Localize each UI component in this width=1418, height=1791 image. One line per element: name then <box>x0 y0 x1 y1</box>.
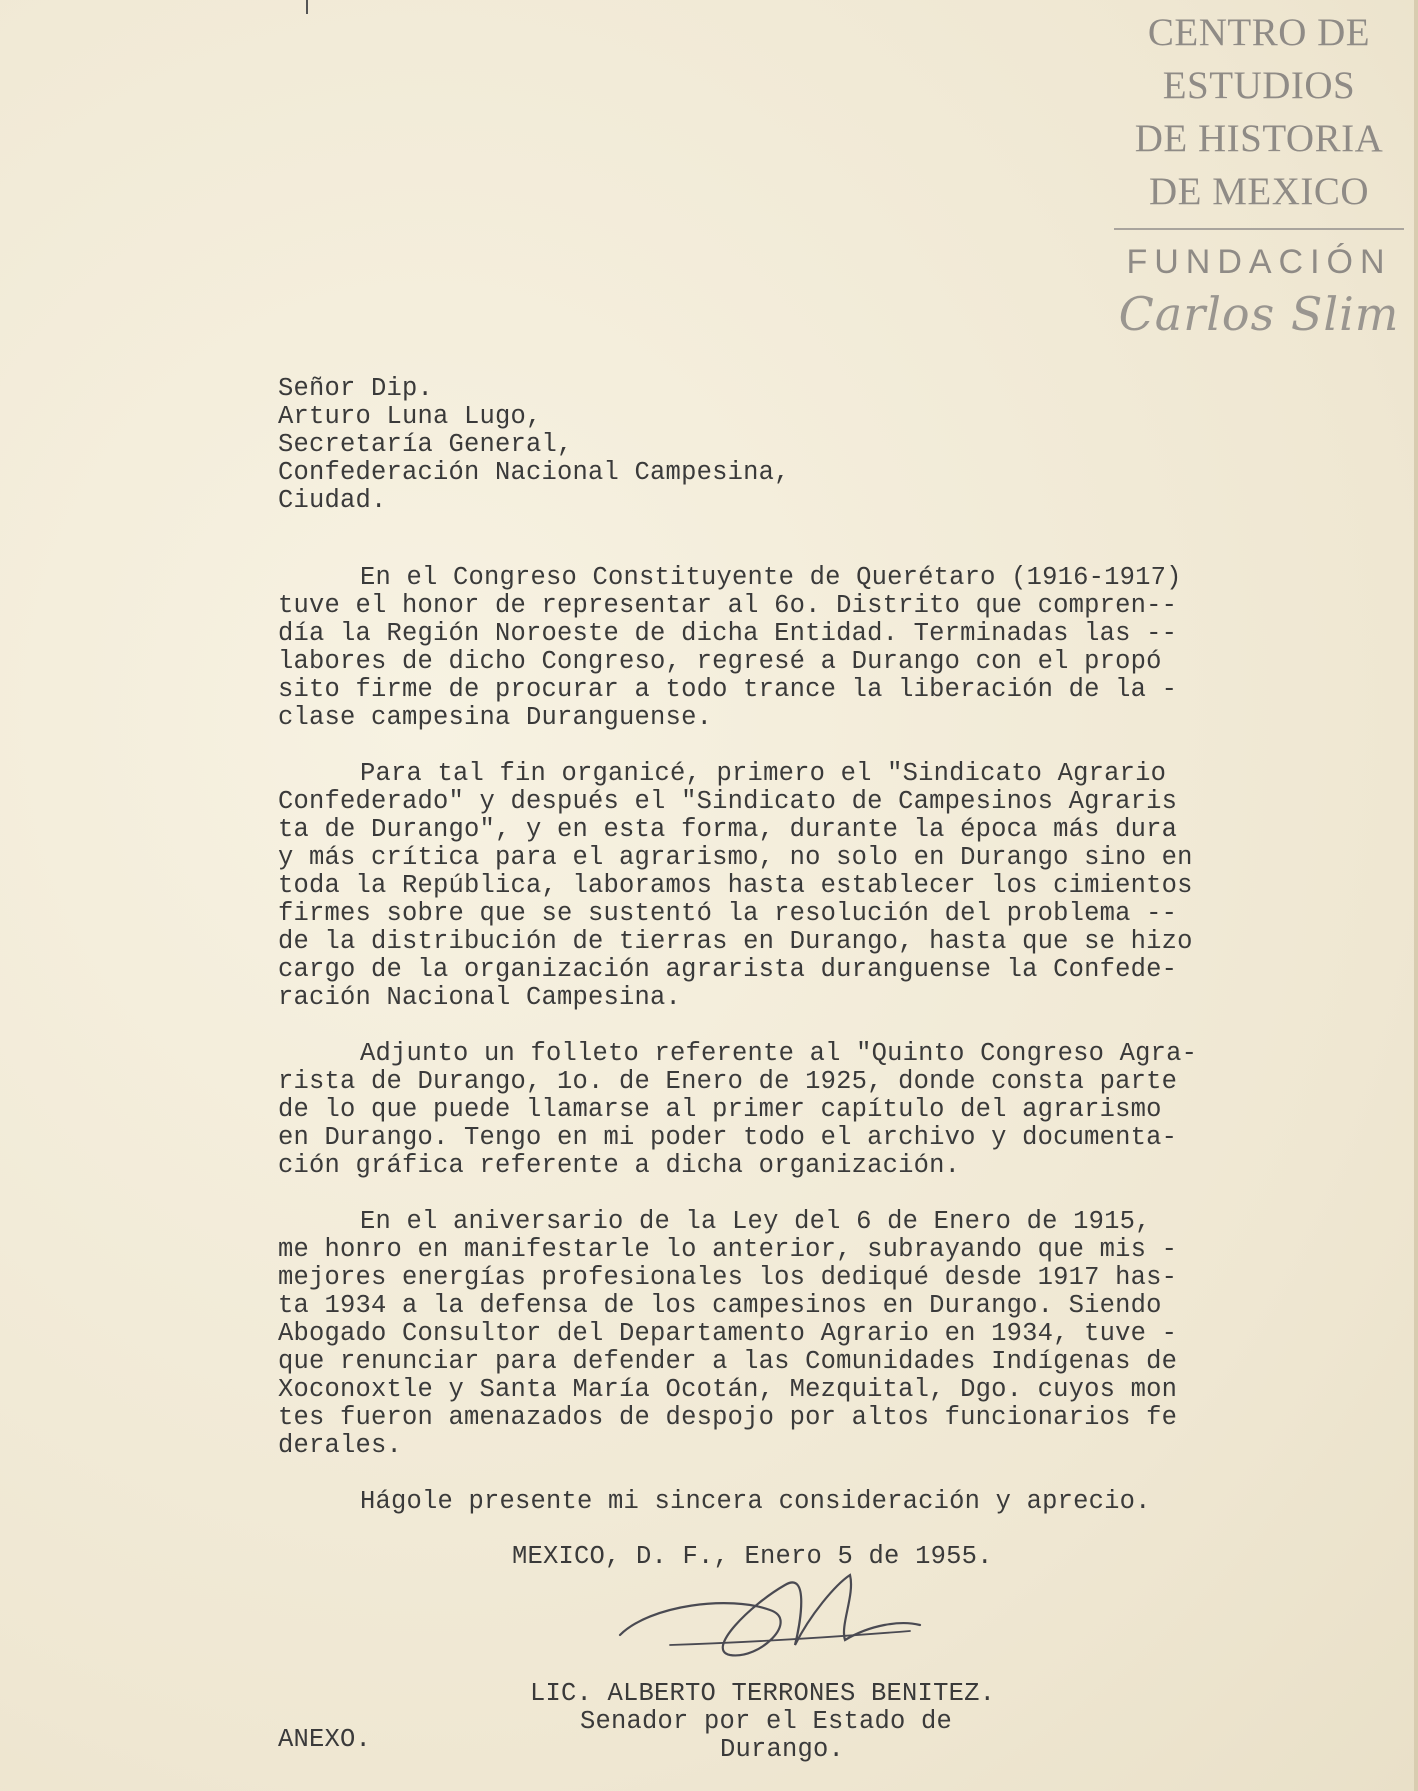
date-line: MEXICO, D. F., Enero 5 de 1955. <box>512 1542 993 1571</box>
body-line: mejores energías profesionales los dediqué desde 1917 has- <box>278 1263 1178 1292</box>
body-line: me honro en manifestarle lo anterior, subrayando que mis - <box>278 1235 1178 1264</box>
signer-title: Senador por el Estado de <box>580 1707 953 1736</box>
body-line: derales. <box>278 1431 403 1460</box>
body-line: tes fueron amenazados de despojo por altos funcionarios fe <box>278 1403 1178 1432</box>
body-line: En el aniversario de la Ley del 6 de Enero de 1915, <box>360 1207 1151 1236</box>
body-line: clase campesina Duranguense. <box>278 703 713 732</box>
body-line: ración Nacional Campesina. <box>278 983 682 1012</box>
addressee-line: Ciudad. <box>278 486 387 515</box>
signer-title: Durango. <box>720 1735 845 1764</box>
body-line: tuve el honor de representar al 6o. Distrito que compren-- <box>278 591 1178 620</box>
body-line: firmes sobre que se sustentó la resolución del problema -- <box>278 899 1178 928</box>
top-margin-mark <box>306 0 308 14</box>
body-line: rista de Durango, 1o. de Enero de 1925, donde consta parte <box>278 1067 1178 1096</box>
body-line: Para tal fin organicé, primero el "Sindicato Agrario <box>360 759 1167 788</box>
body-line: En el Congreso Constituyente de Querétaro (1916-1917) <box>360 563 1182 592</box>
body-line: que renunciar para defender a las Comunidades Indígenas de <box>278 1347 1178 1376</box>
body-line: ta 1934 a la defensa de los campesinos en Durango. Siendo <box>278 1291 1162 1320</box>
body-line: Adjunto un folleto referente al "Quinto Congreso Agra- <box>360 1039 1198 1068</box>
body-line: ta de Durango", y en esta forma, durante la época más dura <box>278 815 1178 844</box>
addressee-line: Señor Dip. <box>278 374 434 403</box>
annex-label: ANEXO. <box>278 1725 372 1754</box>
watermark-line: DE MEXICO <box>1148 170 1370 213</box>
watermark-line: ESTUDIOS <box>1162 64 1356 107</box>
body-line: Xoconoxtle y Santa María Ocotán, Mezquital, Dgo. cuyos mon <box>278 1375 1178 1404</box>
body-line: de lo que puede llamarse al primer capítulo del agrarismo <box>278 1095 1162 1124</box>
signer-name: LIC. ALBERTO TERRONES BENITEZ. <box>530 1679 996 1708</box>
addressee-line: Confederación Nacional Campesina, <box>278 458 790 487</box>
body-line: día la Región Noroeste de dicha Entidad. Terminadas las -- <box>278 619 1178 648</box>
body-line: cargo de la organización agrarista duranguense la Confede- <box>278 955 1178 984</box>
addressee-line: Arturo Luna Lugo, <box>278 402 542 431</box>
body-line: ción gráfica referente a dicha organización. <box>278 1151 961 1180</box>
closing-line: Hágole presente mi sincera consideración y aprecio. <box>360 1487 1151 1516</box>
watermark-line: CENTRO DE <box>1147 11 1371 54</box>
archive-watermark <box>1114 6 1404 346</box>
watermark-line: DE HISTORIA <box>1134 117 1384 160</box>
body-line: sito firme de procurar a todo trance la liberación de la - <box>278 675 1178 704</box>
watermark-divider <box>1114 228 1404 230</box>
body-line: de la distribución de tierras en Durango, hasta que se hizo <box>278 927 1193 956</box>
body-line: toda la República, laboramos hasta establecer los cimientos <box>278 871 1193 900</box>
addressee-line: Secretaría General, <box>278 430 573 459</box>
watermark-fundacion: FUNDACIÓN <box>1126 243 1392 281</box>
body-line: Abogado Consultor del Departamento Agrario en 1934, tuve - <box>278 1319 1178 1348</box>
handwritten-signature <box>610 1565 950 1675</box>
body-line: en Durango. Tengo en mi poder todo el archivo y documenta- <box>278 1123 1178 1152</box>
body-line: y más crítica para el agrarismo, no solo en Durango sino en <box>278 843 1193 872</box>
watermark-signature-logo: Carlos Slim <box>1118 287 1400 341</box>
body-line: labores de dicho Congreso, regresé a Durango con el propó <box>278 647 1162 676</box>
body-line: Confederado" y después el "Sindicato de Campesinos Agraris <box>278 787 1178 816</box>
